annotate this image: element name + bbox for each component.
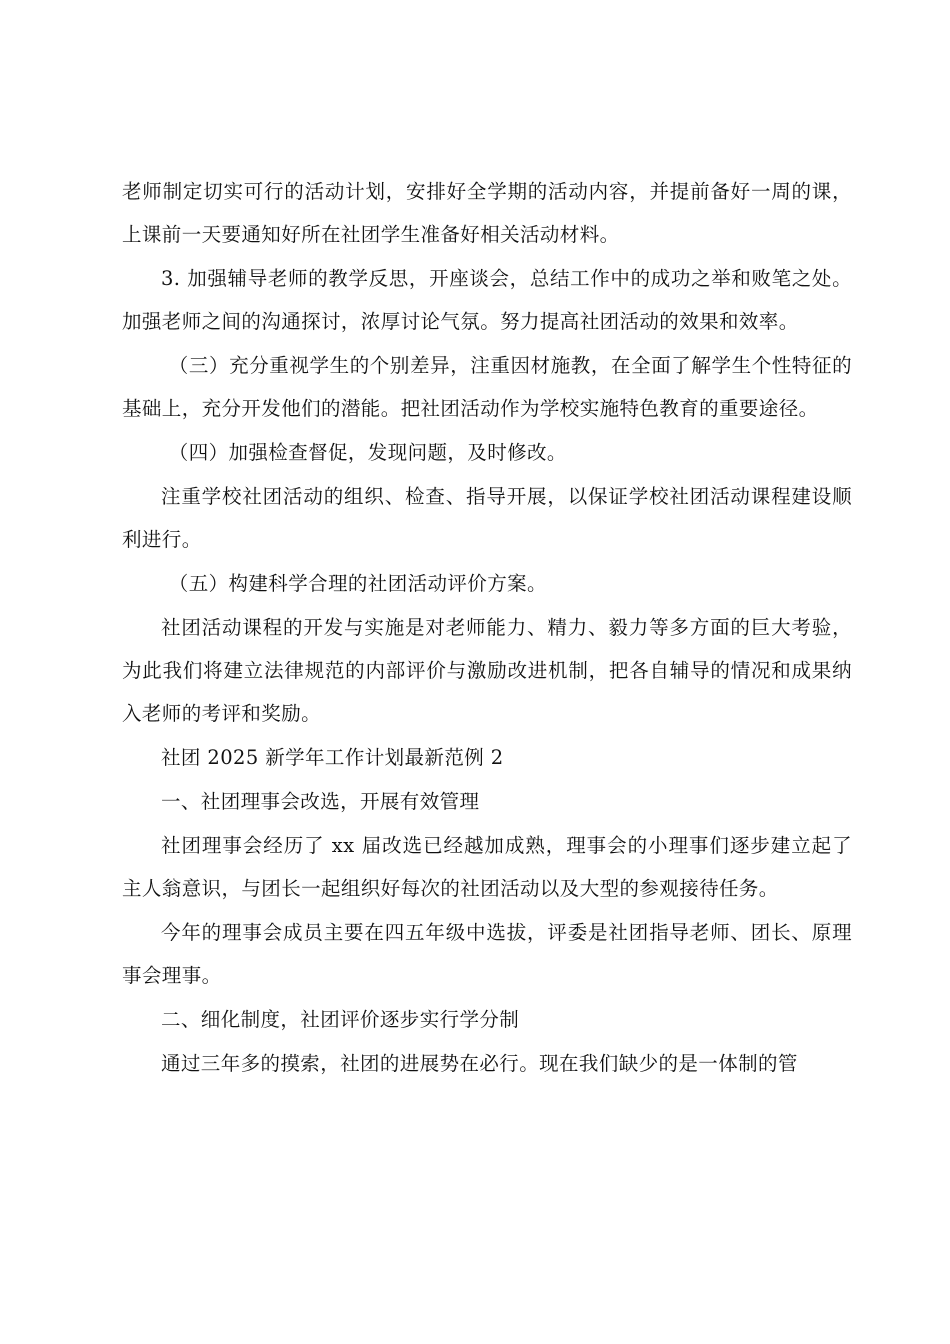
paragraph: 社团理事会经历了 xx 届改选已经越加成熟，理事会的小理事们逐步建立起了主人翁意识，与团长一起组织好每次的社团活动以及大型的参观接待任务。	[122, 834, 852, 900]
document-body	[122, 170, 852, 1086]
paragraph: 注重学校社团活动的组织、检查、指导开展，以保证学校社团活动课程建设顺利进行。	[122, 485, 852, 551]
document-title-2: 社团 2025 新学年工作计划最新范例 2	[161, 746, 504, 769]
section-heading-5: （五）构建科学合理的社团活动评价方案。	[168, 572, 547, 595]
section-heading-1: 一、社团理事会改选，开展有效管理	[161, 790, 480, 813]
section-heading-3: （三）充分重视学生的个别差异，注重因材施教，在全面了解学生个性特征的基础上，充分开发他们的潜能。把社团活动作为学校实施特色教育的重要途径。	[122, 354, 852, 420]
section-heading-2: 二、细化制度，社团评价逐步实行学分制	[161, 1008, 520, 1031]
paragraph: 今年的理事会成员主要在四五年级中选拔，评委是社团指导老师、团长、原理事会理事。	[122, 921, 852, 987]
paragraph: 社团活动课程的开发与实施是对老师能力、精力、毅力等多方面的巨大考验，为此我们将建立法律规范的内部评价与激励改进机制，把各自辅导的情况和成果纳入老师的考评和奖励。	[122, 616, 852, 725]
section-heading-4: （四）加强检查督促，发现问题，及时修改。	[168, 441, 567, 464]
paragraph-item-3: 3. 加强辅导老师的教学反思，开座谈会，总结工作中的成功之举和败笔之处。加强老师之间的沟通探讨，浓厚讨论气氛。努力提高社团活动的效果和效率。	[122, 267, 852, 333]
paragraph-continuation: 老师制定切实可行的活动计划，安排好全学期的活动内容，并提前备好一周的课，上课前一天要通知好所在社团学生准备好相关活动材料。	[122, 180, 852, 246]
paragraph: 通过三年多的摸索，社团的进展势在必行。现在我们缺少的是一体制的管	[161, 1052, 798, 1075]
